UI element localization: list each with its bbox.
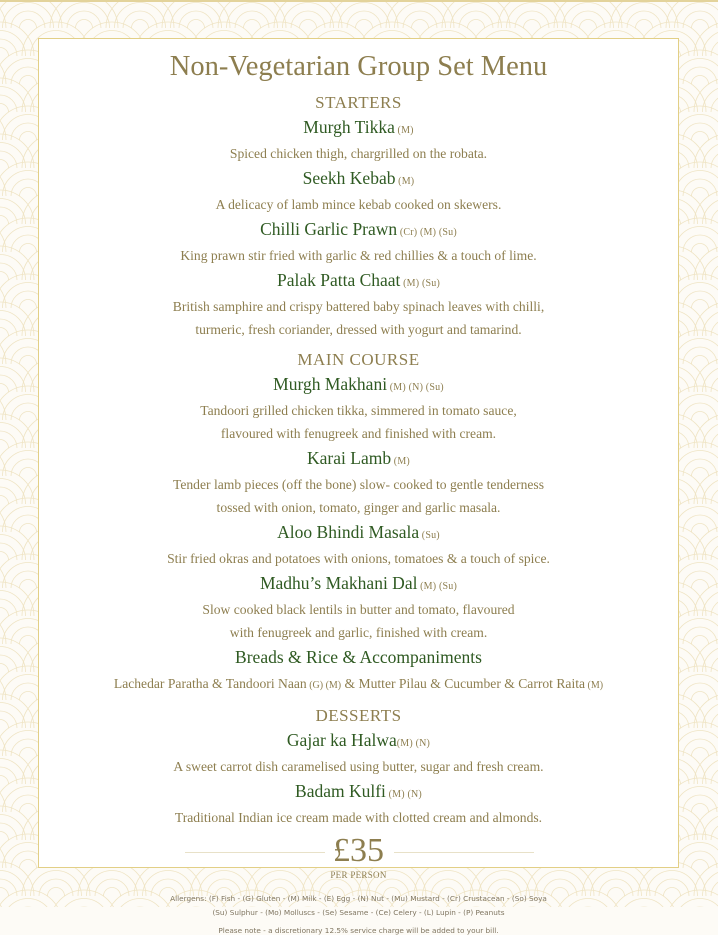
- dish-description: Slow cooked black lentils in butter and tomato, flavoured: [202, 602, 515, 617]
- dish-item: [39, 781, 678, 828]
- allergen-tags: (M): [394, 125, 414, 136]
- section-starters: [39, 93, 678, 340]
- dish-item: [39, 117, 678, 164]
- dish-item: [39, 374, 678, 444]
- dish-description: with fenugreek and garlic, finished with cream.: [229, 625, 488, 640]
- allergen-tags: (Su): [419, 530, 440, 541]
- allergens-line: Allergens: (F) Fish - (G) Gluten - (M) Milk - (E) Egg - (N) Nut - (Mu) Mustard - (Cr) Crustacean - (So) Soya: [170, 894, 547, 903]
- allergen-tags: (Cr) (M) (Su): [397, 227, 457, 238]
- accompaniments-line: [39, 673, 678, 696]
- dish-name: Gajar ka Halwa: [286, 730, 397, 750]
- dish-name: Karai Lamb: [307, 448, 392, 468]
- price-block: [39, 834, 678, 868]
- dish-description: British samphire and crispy battered baby spinach leaves with chilli,: [172, 299, 545, 314]
- dish-description: Spiced chicken thigh, chargrilled on the robata.: [229, 146, 488, 161]
- section-heading: STARTERS: [315, 93, 402, 112]
- allergens-legend: [39, 892, 678, 920]
- dish-name: Palak Patta Chaat: [276, 270, 401, 290]
- allergen-tags: (M): [585, 680, 604, 691]
- menu-card: [38, 38, 679, 935]
- service-charge-note: Please note - a discretionary 12.5% service charge will be added to your bill.: [218, 926, 499, 935]
- allergen-tags: (M) (Su): [400, 278, 441, 289]
- dish-description: tossed with onion, tomato, ginger and garlic masala.: [216, 500, 501, 515]
- dish-name: Murgh Makhani: [273, 374, 388, 394]
- accompaniments-part-1: Lachedar Paratha & Tandoori Naan: [113, 676, 307, 691]
- dish-name: Seekh Kebab: [302, 168, 396, 188]
- dish-item: [39, 448, 678, 518]
- allergen-tags: (M) (N): [385, 789, 422, 800]
- price: £35: [333, 832, 384, 869]
- dish-item: [39, 573, 678, 643]
- section-heading: DESSERTS: [315, 706, 402, 725]
- dish-item: [39, 270, 678, 340]
- divider: [394, 852, 534, 853]
- dish-item: [39, 730, 678, 777]
- allergen-tags: (M) (N) (Su): [387, 382, 444, 393]
- dish-name: Chilli Garlic Prawn: [260, 219, 398, 239]
- dish-description: flavoured with fenugreek and finished with cream.: [220, 426, 497, 441]
- dish-name: Aloo Bhindi Masala: [277, 522, 420, 542]
- dish-description: King prawn stir fried with garlic & red chillies & a touch of lime.: [180, 248, 537, 263]
- allergen-tags: (G) (M): [306, 680, 342, 691]
- allergen-tags: (M): [391, 456, 410, 467]
- dish-name: Breads & Rice & Accompaniments: [235, 647, 482, 667]
- dish-description: Tandoori grilled chicken tikka, simmered in tomato sauce,: [200, 403, 517, 418]
- menu-title: Non-Vegetarian Group Set Menu: [169, 51, 548, 82]
- accompaniments-part-2: & Mutter Pilau & Cucumber & Carrot Raita: [341, 676, 586, 691]
- allergen-tags: (M) (Su): [417, 581, 458, 592]
- dish-description: A sweet carrot dish caramelised using butter, sugar and fresh cream.: [173, 759, 544, 774]
- section-desserts: [39, 706, 678, 828]
- divider: [185, 852, 325, 853]
- dish-description: Traditional Indian ice cream made with clotted cream and almonds.: [174, 810, 543, 825]
- allergens-line: (Su) Sulphur - (Mo) Molluscs - (Se) Sesame - (Ce) Celery - (L) Lupin - (P) Peanuts: [212, 908, 505, 917]
- dish-description: Tender lamb pieces (off the bone) slow- cooked to gentle tenderness: [173, 477, 544, 492]
- section-main-course: [39, 350, 678, 696]
- dish-item: [39, 522, 678, 569]
- dish-name: Murgh Tikka: [303, 117, 395, 137]
- dish-item: [39, 647, 678, 696]
- section-heading: MAIN COURSE: [297, 350, 420, 369]
- dish-description: Stir fried okras and potatoes with onions, tomatoes & a touch of spice.: [167, 551, 550, 566]
- per-person-label: PER PERSON: [330, 870, 387, 880]
- allergen-tags: (M) (N): [396, 738, 431, 749]
- dish-name: Badam Kulfi: [295, 781, 386, 801]
- dish-description: turmeric, fresh coriander, dressed with yogurt and tamarind.: [195, 322, 522, 337]
- dish-name: Madhu’s Makhani Dal: [259, 573, 418, 593]
- dish-description: A delicacy of lamb mince kebab cooked on skewers.: [215, 197, 502, 212]
- dish-item: [39, 168, 678, 215]
- allergen-tags: (M): [395, 176, 415, 187]
- dish-item: [39, 219, 678, 266]
